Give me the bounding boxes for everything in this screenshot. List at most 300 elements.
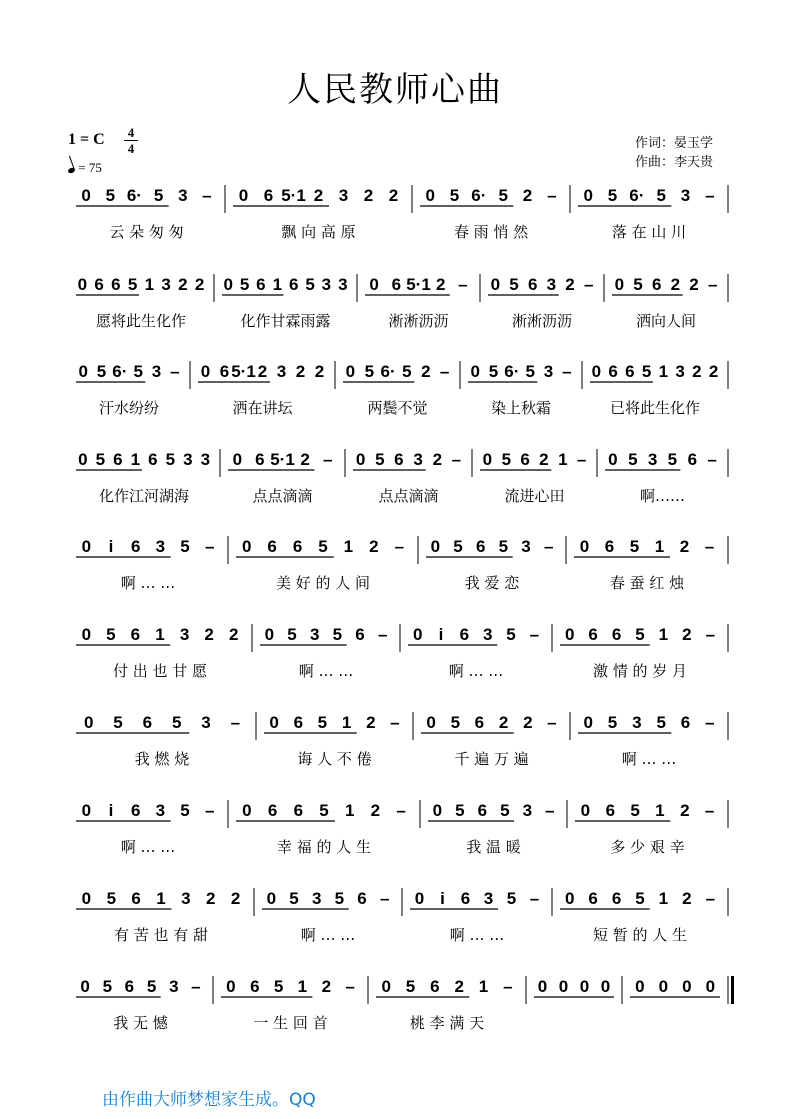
note: 5 <box>364 362 375 381</box>
note: – <box>529 889 540 908</box>
system-row <box>76 449 728 505</box>
note: 5 <box>102 977 113 996</box>
system-row <box>76 888 728 944</box>
measure <box>76 625 238 680</box>
note: 5 <box>509 275 519 294</box>
system-row <box>76 712 728 768</box>
note: 1 <box>144 275 155 294</box>
note: 5 <box>450 713 461 732</box>
note: 2 <box>682 889 692 908</box>
note: 6 <box>680 713 691 732</box>
note: 1 <box>272 275 283 294</box>
lyric: 多 少 艰 辛 <box>610 838 685 856</box>
note: 5 <box>180 537 190 556</box>
note: 3 <box>483 889 494 908</box>
note: 0 <box>564 625 575 644</box>
measure <box>605 450 717 505</box>
note: 5 <box>106 625 116 644</box>
note: – <box>394 537 405 556</box>
note: 0 <box>608 450 618 469</box>
measure <box>236 537 404 592</box>
lyric: 激 情 的 岁 月 <box>592 662 688 680</box>
note: 5 <box>506 889 517 908</box>
note: 2 <box>522 186 533 205</box>
measure <box>76 537 214 592</box>
note: 3 <box>482 625 493 644</box>
note: 6 <box>477 801 488 820</box>
lyric: 啊 … … <box>120 838 176 856</box>
note: – <box>705 186 715 205</box>
note: 5 <box>498 186 508 205</box>
measure <box>221 977 355 1032</box>
note: 3 <box>183 450 193 469</box>
note: 0 <box>583 186 593 205</box>
measure <box>410 889 539 944</box>
note: 0 <box>658 977 669 996</box>
note: 2 <box>313 186 324 205</box>
note: 3 <box>309 625 320 644</box>
measure <box>76 275 204 330</box>
note: 0 <box>579 537 590 556</box>
lyric: 飘 向 高 原 <box>281 223 356 241</box>
measure <box>76 801 214 856</box>
note: 6 <box>588 625 598 644</box>
lyric: 洒在讲坛 <box>232 399 293 417</box>
note: 6 <box>520 450 530 469</box>
note: 6 <box>293 801 304 820</box>
note: 5 <box>488 362 499 381</box>
note: i <box>440 889 445 908</box>
measure <box>560 889 715 944</box>
note: 0 <box>558 977 569 996</box>
note: – <box>705 889 716 908</box>
note: 2 <box>689 275 699 294</box>
note: 2 <box>680 801 690 820</box>
measure <box>590 362 718 417</box>
note: i <box>108 801 114 820</box>
note: 6 <box>113 450 123 469</box>
system-row <box>76 976 734 1032</box>
note: – <box>230 713 241 732</box>
note: 5 <box>630 801 640 820</box>
note: i <box>438 625 444 644</box>
note: 6 <box>111 275 121 294</box>
note: 5 <box>402 362 412 381</box>
note: 0 <box>200 362 211 381</box>
note: 3 <box>276 362 287 381</box>
note: 6 <box>124 977 135 996</box>
note: 0 <box>490 275 501 294</box>
note: 3 <box>201 713 211 732</box>
note: 5·1 <box>406 275 431 294</box>
lyric: 啊 … … <box>298 662 354 680</box>
note: 0 <box>470 362 480 381</box>
note: 0 <box>564 889 575 908</box>
lyric: 短 暂 的 人 生 <box>592 926 688 944</box>
note: 5 <box>635 625 645 644</box>
lyric: 幸 福 的 人 生 <box>276 838 372 856</box>
note: – <box>204 801 215 820</box>
note: 5 <box>332 625 343 644</box>
note: 5 <box>289 889 299 908</box>
note: 0 <box>80 977 90 996</box>
note: 3 <box>179 625 190 644</box>
note: 3 <box>321 275 332 294</box>
lyric: 愿将此生化作 <box>95 312 187 330</box>
measure <box>420 186 557 241</box>
note: 5 <box>607 713 618 732</box>
note: 6 <box>608 362 618 381</box>
note: 5 <box>667 450 678 469</box>
note: 0 <box>591 362 602 381</box>
note: 0 <box>355 450 366 469</box>
lyric: 我 温 暖 <box>466 838 521 856</box>
note: 5·1 <box>281 186 306 205</box>
note: 6 <box>293 713 304 732</box>
note: 1 <box>341 713 352 732</box>
note: 1 <box>658 362 669 381</box>
note: – <box>562 362 572 381</box>
note: 5 <box>95 450 106 469</box>
note: 0 <box>77 275 88 294</box>
measure <box>76 713 240 768</box>
page-title: 人民教师心曲 <box>287 70 503 110</box>
note: 5 <box>501 450 512 469</box>
note: 0 <box>614 275 625 294</box>
note: 2 <box>205 889 216 908</box>
measure <box>76 186 212 241</box>
note: 6 <box>142 713 153 732</box>
note: 3 <box>155 537 166 556</box>
note: 6 <box>94 275 104 294</box>
note: – <box>204 537 215 556</box>
measure <box>76 362 180 417</box>
lyric: 淅淅沥沥 <box>388 312 449 330</box>
note: 2 <box>194 275 205 294</box>
note: 0 <box>425 186 435 205</box>
system-row <box>76 624 728 680</box>
note: 2 <box>257 362 268 381</box>
note: 0 <box>414 889 425 908</box>
note: 2 <box>679 537 690 556</box>
note: 5 <box>633 275 643 294</box>
note: 5 <box>641 362 652 381</box>
measure <box>365 275 468 330</box>
note: 3 <box>161 275 171 294</box>
lyric: 洒向人间 <box>635 312 697 330</box>
note: 5 <box>629 537 640 556</box>
note: 2 <box>708 362 719 381</box>
note: 0 <box>81 537 92 556</box>
note: 0 <box>682 977 692 996</box>
note: 2 <box>523 713 533 732</box>
note: – <box>191 977 201 996</box>
note: 5 <box>180 801 190 820</box>
note: 2 <box>314 362 325 381</box>
footer-note: 由作曲大师梦想家生成。QQ <box>102 1090 316 1110</box>
note: 6 <box>611 889 622 908</box>
note: 5 <box>96 362 107 381</box>
note: 3 <box>200 450 211 469</box>
measure <box>233 186 398 241</box>
lyric: 付 出 也 甘 愿 <box>112 662 208 680</box>
note: 5 <box>165 450 176 469</box>
note: 6 <box>474 713 485 732</box>
note: 6· <box>629 186 645 205</box>
measure <box>534 977 614 997</box>
note: 1 <box>343 537 354 556</box>
note: 3 <box>311 889 322 908</box>
measure <box>630 977 720 997</box>
note: 5 <box>375 450 385 469</box>
note: 0 <box>232 450 243 469</box>
lyric: 啊…… <box>639 487 686 505</box>
note: 0 <box>432 801 443 820</box>
note: 1 <box>654 537 665 556</box>
note: 0 <box>381 977 391 996</box>
note: 5 <box>318 537 328 556</box>
note: 6 <box>459 625 470 644</box>
note: – <box>707 275 718 294</box>
measure <box>488 275 593 330</box>
note: 0 <box>241 537 252 556</box>
note: 5 <box>656 713 666 732</box>
measure <box>480 450 586 505</box>
note: – <box>322 450 333 469</box>
note: 6 <box>394 450 404 469</box>
note: 3 <box>543 362 554 381</box>
note: 3 <box>647 450 658 469</box>
note: 0 <box>78 362 88 381</box>
measure <box>578 713 715 768</box>
time-signature-bottom: 4 <box>127 141 135 156</box>
note: 2 <box>370 801 381 820</box>
note: – <box>704 537 715 556</box>
note: 5 <box>334 889 345 908</box>
note: 5·1 <box>270 450 295 469</box>
measure <box>228 450 332 505</box>
note: 6· <box>380 362 396 381</box>
note: – <box>545 801 555 820</box>
note: – <box>529 625 540 644</box>
note: 5 <box>405 977 416 996</box>
measure <box>578 186 715 241</box>
measure <box>612 275 717 330</box>
note: 5 <box>449 186 460 205</box>
note: 6 <box>292 537 303 556</box>
note: 0 <box>635 977 645 996</box>
note: 5 <box>500 801 510 820</box>
lyric: 化作江河湖海 <box>98 487 190 505</box>
note: 0 <box>412 625 423 644</box>
note: 5 <box>525 362 535 381</box>
note: – <box>377 625 388 644</box>
note: – <box>345 977 355 996</box>
note: 2 <box>204 625 214 644</box>
note: 6 <box>131 889 141 908</box>
note: 2 <box>565 275 575 294</box>
note: 5 <box>146 977 157 996</box>
note: – <box>576 450 587 469</box>
note: 1 <box>156 889 166 908</box>
note: 5 <box>273 977 284 996</box>
note: 6 <box>130 801 141 820</box>
note: – <box>451 450 462 469</box>
lyric: 我 无 憾 <box>113 1014 168 1032</box>
note: 6 <box>250 977 260 996</box>
note: 1 <box>655 801 665 820</box>
note: 0 <box>242 801 252 820</box>
lyric: 化作甘霖雨露 <box>240 312 331 330</box>
lyric: 诲 人 不 倦 <box>297 750 372 768</box>
note: 2 <box>682 625 692 644</box>
note: 3 <box>521 537 531 556</box>
note: 5 <box>113 713 123 732</box>
measure <box>574 537 714 592</box>
note: i <box>108 537 114 556</box>
note: – <box>704 801 715 820</box>
note: 6 <box>130 537 141 556</box>
note: 5 <box>607 186 618 205</box>
lyric: 我 爱 恋 <box>464 574 520 592</box>
note: 2 <box>228 625 239 644</box>
lyric: 啊 … … <box>449 926 505 944</box>
note: – <box>543 537 554 556</box>
measure <box>421 713 557 768</box>
final-barline <box>731 976 734 1004</box>
note: 0 <box>345 362 356 381</box>
note: 6 <box>605 801 616 820</box>
note: 2 <box>295 362 306 381</box>
lyric: 两鬓不觉 <box>367 399 428 417</box>
lyric: 点点滴滴 <box>378 487 439 505</box>
note: 0 <box>238 186 249 205</box>
note: 5 <box>106 889 117 908</box>
note: 1 <box>558 450 568 469</box>
note: 5 <box>153 186 164 205</box>
note: 3 <box>546 275 557 294</box>
note: – <box>707 450 717 469</box>
note: 3 <box>338 186 349 205</box>
note: 6· <box>112 362 128 381</box>
measure <box>353 450 461 505</box>
note: 3 <box>178 186 188 205</box>
measure <box>560 625 715 680</box>
system-row <box>76 361 728 417</box>
note: 3 <box>413 450 423 469</box>
measure <box>76 889 240 944</box>
note: 5 <box>239 275 250 294</box>
note: – <box>390 713 400 732</box>
lyric: 美 好 的 人 间 <box>275 574 371 592</box>
note: 6· <box>126 186 142 205</box>
measure <box>468 362 572 417</box>
note: 6 <box>611 625 622 644</box>
lyric: 流进心田 <box>504 487 565 505</box>
measure <box>260 625 387 680</box>
lyricist-credit: 作词：晏玉学 <box>635 136 714 151</box>
note: 0 <box>580 801 591 820</box>
note: 1 <box>344 801 355 820</box>
note: 2 <box>369 537 379 556</box>
note: 2 <box>321 977 332 996</box>
note: 0 <box>705 977 716 996</box>
measure <box>408 625 539 680</box>
lyric: 啊 … … <box>300 926 356 944</box>
note: 2 <box>670 275 681 294</box>
measure <box>376 977 513 1032</box>
note: 5 <box>628 450 638 469</box>
note: 1 <box>297 977 308 996</box>
note: 5 <box>453 537 463 556</box>
note: 1 <box>130 450 141 469</box>
note: 0 <box>369 275 379 294</box>
note: 0 <box>426 713 436 732</box>
note: 1 <box>155 625 165 644</box>
time-signature-top: 4 <box>127 125 135 140</box>
lyric: 汗水纷纷 <box>98 399 160 417</box>
note: – <box>202 186 212 205</box>
note: 5 <box>127 275 138 294</box>
note: 6 <box>527 275 538 294</box>
system-row <box>76 800 728 856</box>
note: 6 <box>267 801 278 820</box>
tempo-value: = 75 <box>78 160 102 175</box>
note: 0 <box>81 186 91 205</box>
note: 2 <box>692 362 702 381</box>
lyric: 啊 … … <box>621 750 677 768</box>
note: 2 <box>366 713 376 732</box>
note: 5 <box>498 537 509 556</box>
note: – <box>547 713 557 732</box>
measure <box>262 889 389 944</box>
note: 3 <box>675 362 685 381</box>
measure <box>428 801 555 856</box>
measure <box>426 537 553 592</box>
measure <box>198 362 324 417</box>
note: 6 <box>625 362 635 381</box>
lyric: 春 蚕 红 烛 <box>609 574 685 592</box>
system-row <box>76 185 728 241</box>
note: – <box>547 186 557 205</box>
note: – <box>705 625 716 644</box>
note: 6 <box>357 889 367 908</box>
note: – <box>170 362 180 381</box>
note: 5 <box>635 889 645 908</box>
note: 5 <box>455 801 465 820</box>
note: 6 <box>288 275 299 294</box>
lyric: 一 生 回 首 <box>253 1014 328 1032</box>
note: 6 <box>263 186 274 205</box>
note: 0 <box>81 625 92 644</box>
note: 0 <box>430 537 441 556</box>
measure <box>76 977 201 1032</box>
note: 0 <box>579 977 590 996</box>
note: 2 <box>421 362 431 381</box>
note: 6 <box>256 275 266 294</box>
note: – <box>439 362 450 381</box>
measure <box>76 450 210 505</box>
note: 1 <box>658 889 669 908</box>
lyric: 已将此生化作 <box>609 399 701 417</box>
note: 5 <box>506 625 516 644</box>
note: 6 <box>604 537 615 556</box>
note: 6 <box>475 537 486 556</box>
note: 6 <box>255 450 265 469</box>
note: 6 <box>460 889 471 908</box>
measure <box>264 713 400 768</box>
lyric: 点点滴滴 <box>252 487 313 505</box>
